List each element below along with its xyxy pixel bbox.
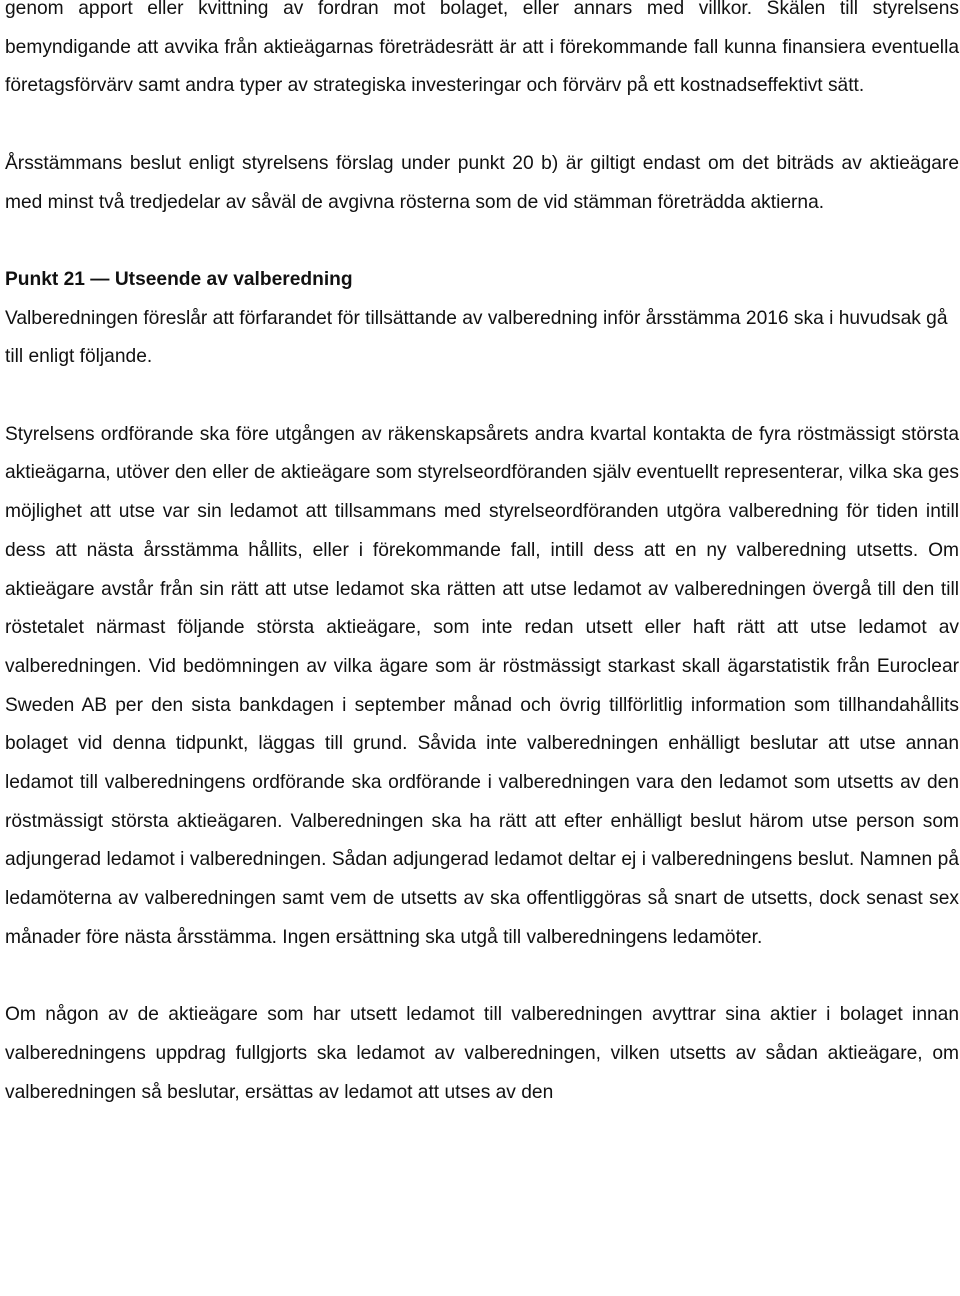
document-page: [5, 0, 959, 1151]
section-intro: Valberedningen föreslår att förfarandet för tillsättande av valberedning inför årsstämma 2016 ska i huvudsak gå till enligt följande.: [5, 307, 948, 368]
paragraph-majority-requirement: Årsstämmans beslut enligt styrelsens förslag under punkt 20 b) är giltigt endast om det biträds av aktieägare med minst två tredjedelar av såväl de avgivna rösterna som de vid stämman företrädda aktierna.: [5, 152, 959, 213]
paragraph-share-issue-authorization: genom apport eller kvittning av fordran mot bolaget, eller annars med villkor. Skälen till styrelsens bemyndigande att avvika från aktieägarnas företrädesrätt är att i förekommande fall kunna finansiera eventuella företagsförvärv samt andra typer av strategiska investeringar och förvärv på ett kostnadseffektivt sätt.: [5, 0, 959, 97]
section-heading: Punkt 21 — Utseende av valberedning: [5, 268, 353, 290]
paragraph-member-replacement: Om någon av de aktieägare som har utsett ledamot till valberedningen avyttrar sina aktier i bolaget innan valberedningens uppdrag fullgjorts ska ledamot av valberedningen, vilken utsetts av sådan aktieägare, om valberedningen så beslutar, ersättas av ledamot att utses av den: [5, 1004, 959, 1103]
paragraph-nomination-procedure: Styrelsens ordförande ska före utgången av räkenskapsårets andra kvartal kontakta de fyra röstmässigt största aktieägarna, utöver den eller de aktieägare som styrelseordföranden själv eventuellt representerar, vilka ska ges möjlighet att utse var sin ledamot att tillsammans med styrelseordföranden utgöra valberedning för tiden intill dess att nästa årsstämma hållits, eller i förekommande fall, intill dess att en ny valberedning utsetts. Om aktieägare avstår från sin rätt att utse ledamot ska rätten att utse ledamot av valberedningen övergå till den till röstetalet närmast följande största aktieägare, som inte redan utsett eller haft rätt att utse ledamot av valberedningen. Vid bedömningen av vilka ägare som är röstmässigt starkast skall ägarstatistik från Euroclear Sweden AB per den sista bankdagen i september månad och övrig tillförlitlig information som tillhandahållits bolaget vid denna tidpunkt, läggas till grund. Såvida inte valberedningen enhälligt beslutar att utse annan ledamot till valberedningens ordförande ska ordförande i valberedningen vara den ledamot som utsetts av den röstmässigt största aktieägaren. Valberedningen ska ha rätt att efter enhälligt beslut härom utse person som adjungerad ledamot i valberedningen. Sådan adjungerad ledamot deltar ej i valberedningens beslut. Namnen på ledamöterna av valberedningen samt vem de utsetts av ska offentliggöras så snart de utsetts, dock senast sex månader före nästa årsstämma. Ingen ersättning ska utgå till valberedningens ledamöter.: [5, 423, 959, 948]
